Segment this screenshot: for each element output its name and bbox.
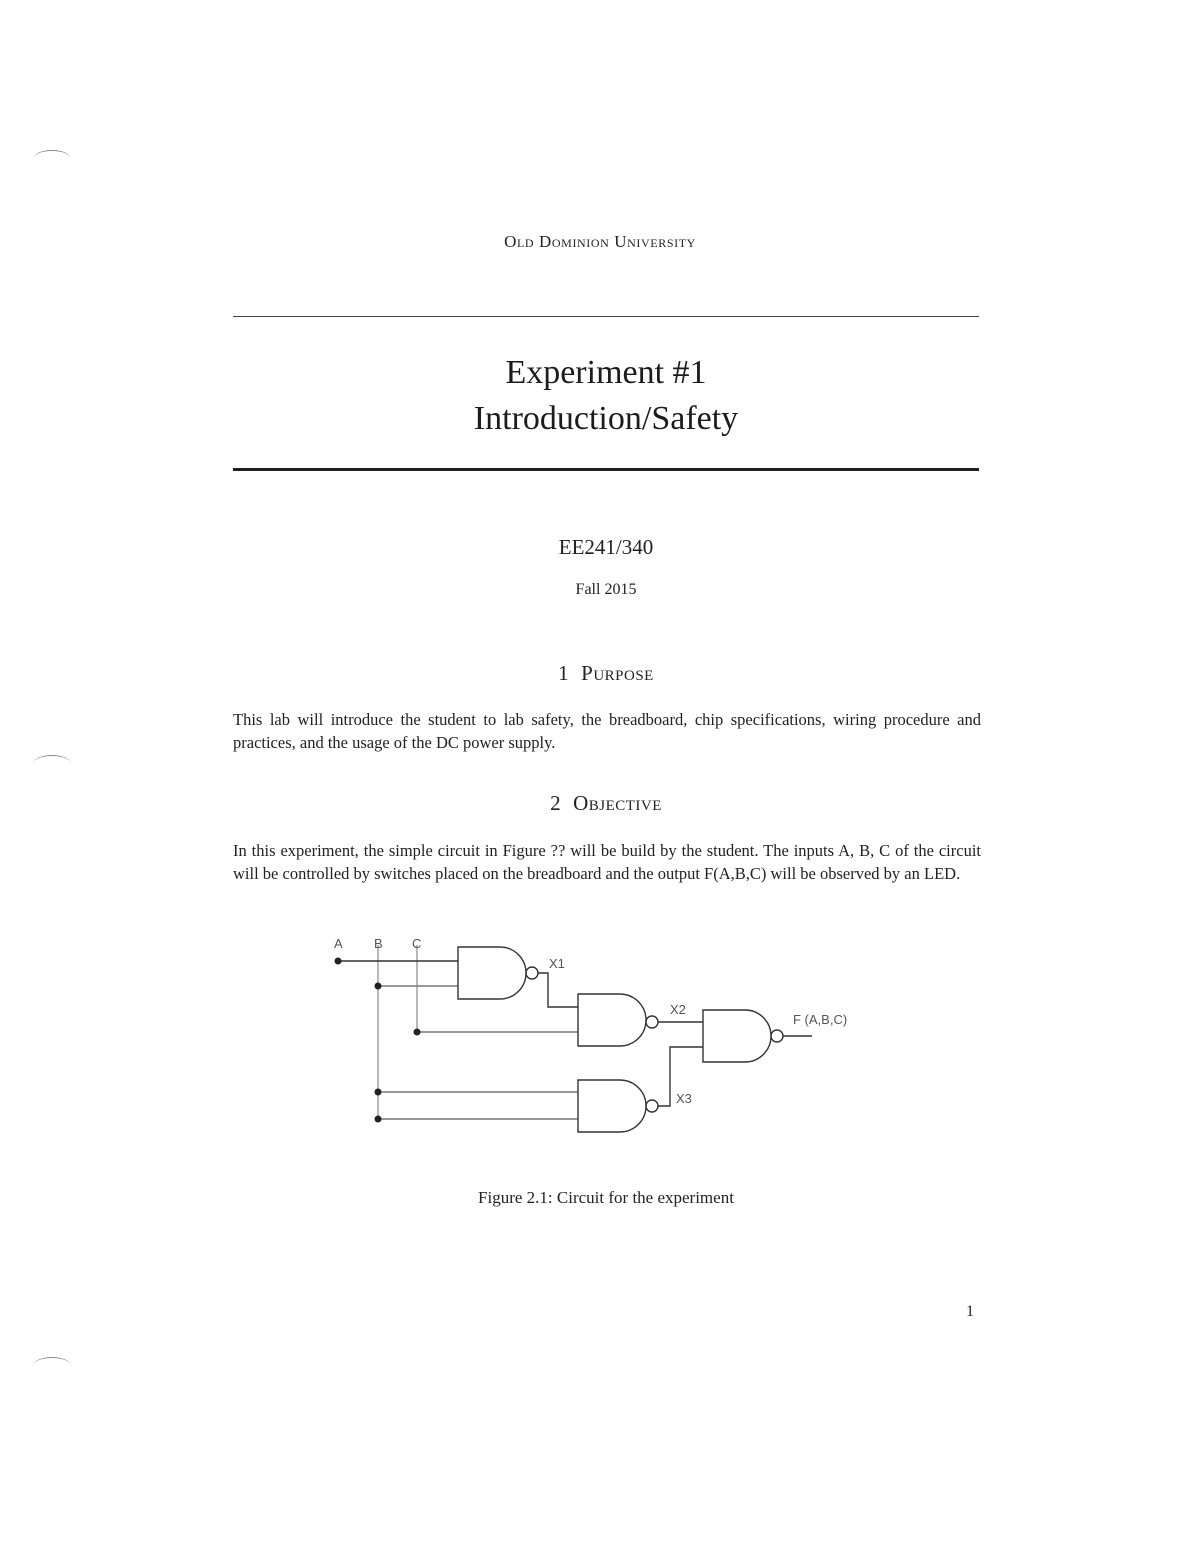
title-line-1: Experiment #1 [505,354,707,391]
binder-hole-mark [34,150,70,165]
wire-x1 [538,973,578,1007]
junction-dot [375,1089,382,1096]
binder-hole-mark [34,755,70,770]
output-label: F (A,B,C) [793,1012,848,1027]
nand-gate-3-bubble [646,1100,658,1112]
nand-gate-4 [703,1010,771,1062]
junction-dot [375,983,382,990]
figure-caption: Figure 2.1: Circuit for the experiment [478,1188,734,1207]
input-label-c: C [412,936,422,951]
section-heading-objective [0,791,1200,816]
junction-dot [414,1029,421,1036]
nand-gate-2 [578,994,646,1046]
objective-paragraph: In this experiment, the simple circuit in Figure ?? will be build by the student. The inputs A, B, C of the circuit will be controlled by switches placed on the breadboard and the output F(A,B,C) will be observed by an LED. [233,841,981,883]
binder-hole-mark [34,1357,70,1372]
section-title: Objective [573,791,662,815]
junction-dot [335,958,342,965]
node-label-x3: X3 [676,1091,692,1106]
document-title [0,350,1200,442]
bottom-rule [233,468,979,471]
section-title: Purpose [581,661,654,685]
term-date: Fall 2015 [575,581,637,598]
course-code: EE241/340 [558,535,654,559]
section-heading-purpose [0,661,1200,686]
section-number: 2 [550,791,562,815]
input-label-b: B [374,936,383,951]
circuit-figure [320,925,880,1145]
input-label-a: A [334,936,343,951]
nand-gate-4-bubble [771,1030,783,1042]
university-name: Old Dominion University [504,232,696,251]
node-label-x2: X2 [670,1002,686,1017]
junction-dot [375,1116,382,1123]
nand-gate-3 [578,1080,646,1132]
nand-gate-1-bubble [526,967,538,979]
node-label-x1: X1 [549,956,565,971]
top-rule [233,316,979,317]
purpose-paragraph: This lab will introduce the student to lab safety, the breadboard, chip specifications, wiring procedure and practices, and the usage of the DC power supply. [233,710,981,752]
nand-gate-1 [458,947,526,999]
section-number: 1 [558,661,570,685]
page-number: 1 [966,1303,974,1320]
nand-gate-2-bubble [646,1016,658,1028]
title-line-2: Introduction/Safety [473,400,739,437]
circuit-diagram [320,925,880,1145]
